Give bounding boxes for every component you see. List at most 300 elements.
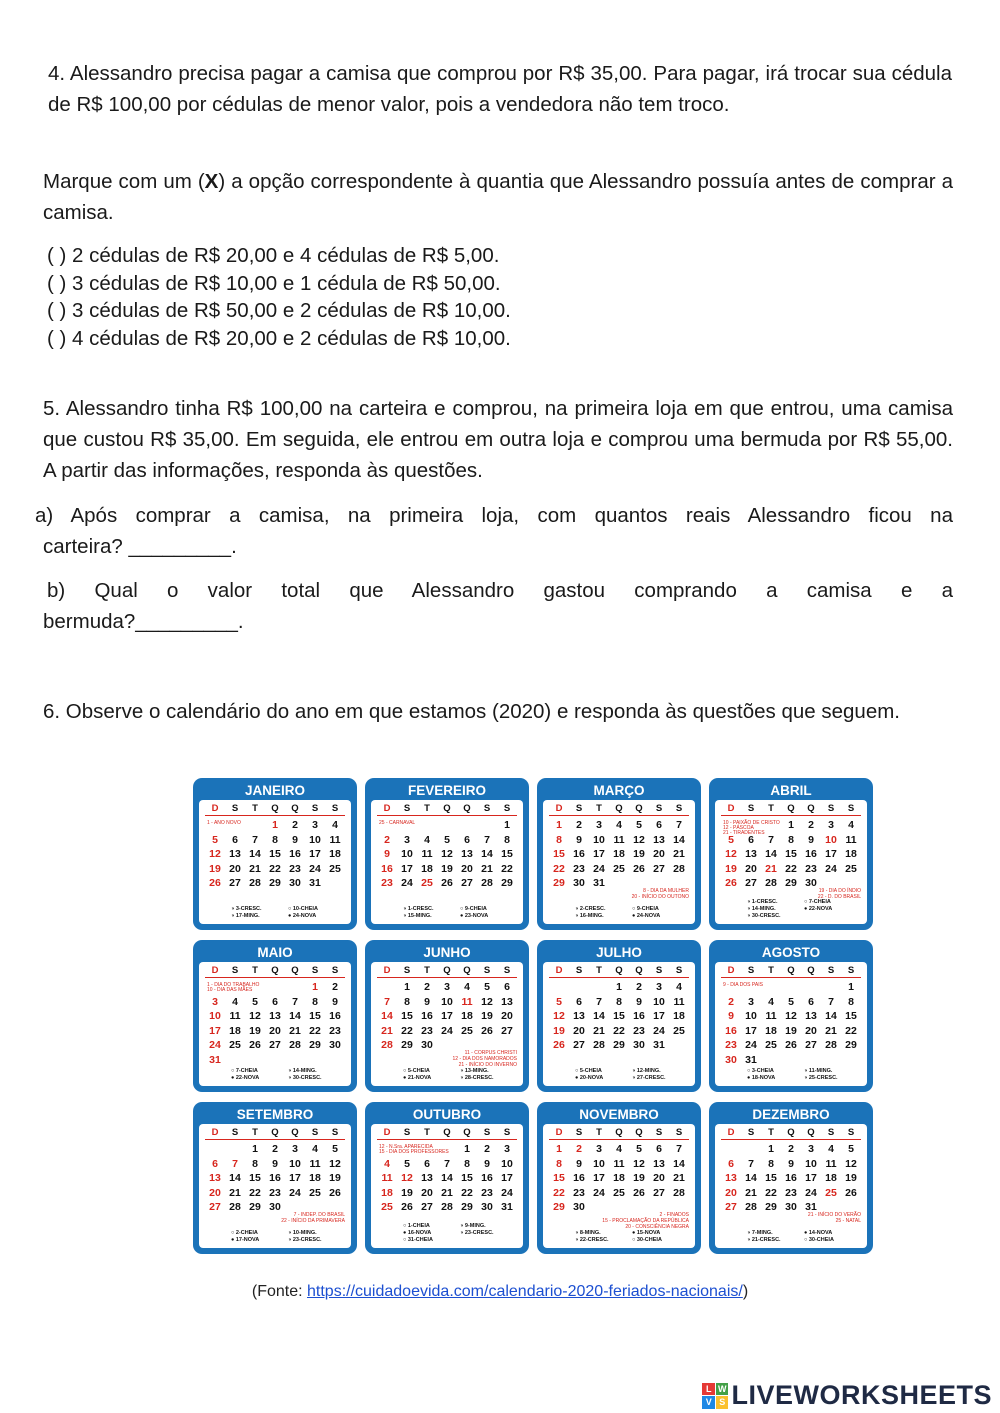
moon-phase: ◑ 28-CRESC. [460, 1075, 494, 1081]
day-cell: 25 [845, 862, 857, 875]
day-cell: 15 [309, 1010, 321, 1022]
day-cell: 13 [653, 1157, 665, 1170]
day-cell: 20 [209, 1186, 221, 1199]
weekday-label: Q [291, 803, 299, 814]
day-cell: 7 [676, 1143, 682, 1155]
moon-phase: ◑ 10-MING. [288, 1230, 317, 1236]
day-cell: 22 [309, 1024, 321, 1037]
day-cell: 10 [309, 833, 321, 846]
month-card [543, 800, 695, 924]
day-cell: 25 [673, 1024, 685, 1037]
day-cell: 29 [249, 1201, 261, 1213]
day-cell: 26 [481, 1024, 493, 1037]
day-cell: 4 [616, 819, 622, 831]
day-cell: 18 [381, 1186, 393, 1199]
day-cell: 20 [461, 862, 473, 875]
holiday-note: 12 - DIA DOS NAMORADOS [452, 1056, 517, 1062]
day-cell: 13 [805, 1010, 817, 1022]
holiday-note: 21 - INÍCIO DO VERÃO [807, 1212, 861, 1218]
day-cell: 7 [748, 1157, 754, 1170]
weekday-label: Q [807, 803, 815, 814]
day-cell: 12 [249, 1010, 261, 1022]
weekday-header [377, 803, 517, 816]
day-cell: 3 [656, 981, 662, 993]
day-cell: 6 [232, 833, 238, 846]
weekday-label: S [575, 1127, 583, 1138]
holiday-note: 21 - TIRADENTES [723, 830, 765, 836]
day-cell: 14 [673, 833, 685, 846]
day-cell: 19 [401, 1186, 413, 1199]
day-cell: 23 [269, 1186, 281, 1199]
day-cell: 11 [845, 833, 857, 846]
day-cell: 15 [401, 1010, 413, 1022]
day-cell: 18 [613, 848, 625, 860]
month-name: ABRIL [770, 783, 812, 798]
weekday-label: S [231, 1127, 239, 1138]
weekday-label: T [768, 1127, 774, 1138]
day-cell: 12 [481, 995, 493, 1008]
day-cell: 19 [209, 862, 221, 875]
day-cell: 12 [401, 1172, 413, 1184]
day-cell: 13 [229, 848, 241, 860]
day-cell: 7 [444, 1157, 450, 1170]
day-cell: 3 [312, 819, 318, 831]
day-cell: 9 [788, 1157, 794, 1170]
day-cell: 23 [573, 862, 585, 875]
moon-phases [403, 1223, 517, 1244]
day-cell: 29 [553, 1201, 565, 1213]
weekday-label: Q [787, 803, 795, 814]
weekday-label: Q [271, 965, 279, 976]
question-5b-line1: b) Qual o valor total que Alessandro gastou comprando a camisa e a [47, 579, 953, 602]
day-cell: 14 [441, 1172, 453, 1184]
day-cell: 21 [673, 848, 685, 860]
day-cell: 18 [421, 862, 433, 875]
weekday-label: Q [615, 1127, 623, 1138]
day-cell: 22 [553, 862, 565, 875]
day-cell: 24 [501, 1186, 513, 1199]
day-cell: 29 [785, 877, 797, 889]
day-cell: 14 [765, 848, 777, 860]
weekday-label: T [424, 803, 430, 814]
day-cell: 31 [745, 1053, 757, 1066]
day-cell: 4 [332, 819, 338, 831]
month-agosto [709, 940, 873, 1092]
day-cell: 6 [808, 995, 814, 1008]
month-card [371, 800, 523, 924]
day-cell: 4 [768, 995, 774, 1008]
day-cell: 31 [593, 877, 605, 889]
weekday-header [549, 965, 689, 978]
weekday-label: Q [443, 1127, 451, 1138]
moon-phases [231, 906, 345, 920]
day-cell: 24 [309, 862, 321, 875]
weekday-label: Q [271, 1127, 279, 1138]
day-cell: 2 [576, 819, 582, 831]
day-cell: 10 [593, 833, 605, 846]
weekday-label: S [311, 965, 319, 976]
weekday-header [377, 1127, 517, 1140]
day-cell: 23 [785, 1186, 797, 1199]
weekday-label: T [252, 965, 258, 976]
moon-phase: ◑ 23-CRESC. [460, 1230, 494, 1236]
day-cell: 30 [573, 877, 585, 889]
weekday-label: S [575, 965, 583, 976]
weekday-label: Q [463, 803, 471, 814]
day-cell: 5 [848, 1143, 854, 1155]
weekday-label: T [424, 1127, 430, 1138]
day-cell: 6 [656, 1143, 662, 1155]
day-cell: 6 [504, 981, 510, 993]
day-cell: 4 [616, 1143, 622, 1155]
day-cell: 9 [484, 1157, 490, 1170]
weekday-label: S [483, 1127, 491, 1138]
day-cell: 30 [481, 1201, 493, 1213]
day-cell: 22 [613, 1024, 625, 1037]
weekday-label: S [655, 803, 663, 814]
question-5-intro: 5. Alessandro tinha R$ 100,00 na carteira e comprou, na primeira loja em que entrou, uma camisa que custou R$ 35,00. Em seguida, ele entrou em outra loja e comprou uma bermuda por R$ 55,00. A partir das informações, responda às questões. [43, 397, 953, 482]
day-cell: 1 [464, 1143, 470, 1155]
weekday-label: S [747, 803, 755, 814]
day-cell: 2 [332, 981, 338, 993]
day-cell: 5 [728, 833, 734, 846]
day-cell: 26 [725, 877, 737, 889]
instruction-post: ) a opção correspondente à quantia que Alessandro possuía antes de comprar a camisa. [43, 170, 953, 224]
day-cell: 27 [653, 862, 665, 875]
moon-phase: ◑ 8-MING. [575, 1230, 601, 1236]
day-cell: 15 [249, 1172, 261, 1184]
month-name: JULHO [596, 945, 642, 960]
moon-phase: ○ 7-CHEIA [231, 1068, 258, 1074]
day-cell: 21 [441, 1186, 453, 1199]
holiday-note: 25 - NATAL [835, 1218, 861, 1224]
weekday-label: Q [787, 1127, 795, 1138]
day-cell: 19 [633, 1172, 645, 1184]
day-cell: 30 [329, 1039, 341, 1051]
day-cell: 6 [728, 1157, 734, 1170]
option-3[interactable]: ( ) 3 cédulas de R$ 50,00 e 2 cédulas de R$ 10,00. [47, 299, 511, 322]
source-citation [0, 1283, 1000, 1301]
day-cell: 11 [381, 1172, 393, 1184]
weekday-label: S [483, 803, 491, 814]
weekday-label: S [311, 803, 319, 814]
day-cell: 15 [553, 848, 565, 860]
day-cell: 29 [553, 877, 565, 889]
day-cell: 23 [329, 1024, 341, 1037]
day-cell: 7 [232, 1157, 238, 1170]
weekday-header [205, 1127, 345, 1140]
day-cell: 7 [252, 833, 258, 846]
day-cell: 14 [249, 848, 261, 860]
day-cell: 2 [272, 1143, 278, 1155]
day-cell: 9 [292, 833, 298, 846]
day-cell: 5 [444, 833, 450, 846]
day-cell: 30 [633, 1039, 645, 1051]
day-cell: 11 [673, 995, 685, 1008]
moon-phase: ◑ 2-CRESC. [575, 906, 606, 912]
day-cell: 30 [289, 877, 301, 889]
day-cell: 25 [461, 1024, 473, 1037]
day-cell: 16 [269, 1172, 281, 1184]
day-cell: 26 [633, 1186, 645, 1199]
day-cell: 14 [825, 1010, 837, 1022]
day-cell: 5 [212, 833, 218, 846]
day-cell: 3 [828, 819, 834, 831]
day-cell: 4 [384, 1157, 390, 1170]
month-card [371, 962, 523, 1086]
day-cell: 30 [785, 1201, 797, 1213]
weekday-label: S [403, 1127, 411, 1138]
moon-phase: ● 24-NOVA [288, 913, 317, 919]
day-cell: 29 [613, 1039, 625, 1051]
weekday-label: S [483, 965, 491, 976]
holiday-note: 12 - N.Sra. APARECIDA [379, 1144, 433, 1150]
day-cell: 1 [404, 981, 410, 993]
month-setembro [193, 1102, 357, 1254]
day-cell: 30 [573, 1201, 585, 1213]
day-cell: 28 [441, 1201, 453, 1213]
day-cell: 26 [553, 1039, 565, 1051]
day-cell: 20 [421, 1186, 433, 1199]
weekday-label: S [827, 1127, 835, 1138]
month-novembro [537, 1102, 701, 1254]
day-cell: 13 [573, 1010, 585, 1022]
moon-phase: ◑ 21-CRESC. [747, 1237, 781, 1243]
day-cell: 12 [633, 833, 645, 846]
weekday-label: D [211, 965, 219, 976]
question-5a-answer-line[interactable]: carteira? _________. [43, 535, 237, 558]
day-grid [205, 980, 345, 1067]
moon-phase: ◑ 14-MING. [747, 906, 776, 912]
day-cell: 3 [596, 819, 602, 831]
day-cell: 30 [805, 877, 817, 889]
day-cell: 13 [501, 995, 513, 1008]
weekday-label: Q [635, 803, 643, 814]
weekday-label: S [503, 965, 511, 976]
day-cell: 27 [725, 1201, 737, 1213]
day-cell: 4 [424, 833, 430, 846]
moon-phase: ○ 10-CHEIA [288, 906, 318, 912]
day-cell: 31 [309, 877, 321, 889]
day-cell: 11 [309, 1157, 321, 1170]
day-cell: 4 [464, 981, 470, 993]
day-cell: 10 [745, 1010, 757, 1022]
day-cell: 6 [424, 1157, 430, 1170]
day-cell: 17 [593, 1172, 605, 1184]
moon-phase: ● 20-NOVA [575, 1075, 604, 1081]
day-cell: 28 [825, 1039, 837, 1051]
day-grid [377, 818, 517, 905]
weekday-label: T [252, 803, 258, 814]
weekday-label: S [747, 1127, 755, 1138]
day-cell: 23 [725, 1039, 737, 1051]
moon-phases [747, 1068, 861, 1082]
day-cell: 17 [501, 1172, 513, 1184]
day-cell: 14 [593, 1010, 605, 1022]
moon-phase: ◑ 30-CRESC. [288, 1075, 322, 1081]
day-cell: 9 [808, 833, 814, 846]
day-cell: 24 [825, 862, 837, 875]
moon-phase: ◑ 17-MING. [231, 913, 260, 919]
day-cell: 31 [805, 1201, 817, 1213]
day-cell: 28 [593, 1039, 605, 1051]
day-cell: 12 [209, 848, 221, 860]
weekday-label: T [424, 965, 430, 976]
question-5b [43, 575, 953, 637]
moon-phase: ○ 1-CHEIA [403, 1223, 430, 1229]
day-cell: 9 [576, 1157, 582, 1170]
day-cell: 16 [329, 1010, 341, 1022]
day-cell: 31 [209, 1053, 221, 1066]
day-cell: 11 [613, 833, 625, 846]
moon-phases [747, 1230, 861, 1244]
day-cell: 8 [504, 833, 510, 846]
weekday-label: Q [615, 803, 623, 814]
day-cell: 2 [808, 819, 814, 831]
day-cell: 16 [481, 1172, 493, 1184]
day-cell: 27 [229, 877, 241, 889]
source-link[interactable]: https://cuidadoevida.com/calendario-2020-feriados-nacionais/ [307, 1283, 743, 1300]
liveworksheets-logo-icon [702, 1383, 728, 1409]
day-cell: 17 [401, 862, 413, 875]
day-cell: 21 [381, 1024, 393, 1037]
weekday-label: D [383, 803, 391, 814]
day-cell: 7 [676, 819, 682, 831]
day-cell: 5 [484, 981, 490, 993]
holiday-note: 7 - INDEP. DO BRASIL [293, 1212, 345, 1218]
day-cell: 15 [269, 848, 281, 860]
instruction-x-mark: X [204, 170, 219, 193]
day-cell: 26 [401, 1201, 413, 1213]
weekday-label: D [383, 965, 391, 976]
day-cell: 16 [805, 848, 817, 860]
day-cell: 1 [848, 981, 854, 993]
day-cell: 9 [384, 848, 390, 860]
day-cell: 6 [464, 833, 470, 846]
moon-phase: ○ 5-CHEIA [403, 1068, 430, 1074]
day-cell: 16 [785, 1172, 797, 1184]
day-cell: 12 [845, 1157, 857, 1170]
day-cell: 2 [728, 995, 734, 1008]
weekday-label: Q [443, 965, 451, 976]
day-cell: 9 [424, 995, 430, 1008]
day-cell: 15 [785, 848, 797, 860]
day-cell: 22 [765, 1186, 777, 1199]
day-cell: 11 [765, 1010, 777, 1022]
day-cell: 20 [805, 1024, 817, 1037]
day-cell: 13 [653, 833, 665, 846]
moon-phase: ● 15-NOVA [632, 1230, 661, 1236]
day-cell: 24 [593, 1186, 605, 1199]
day-cell: 28 [673, 862, 685, 875]
day-cell: 26 [441, 877, 453, 889]
holiday-note: 22 - D. DO BRASIL [817, 894, 861, 900]
day-cell: 29 [309, 1039, 321, 1051]
weekday-label: S [231, 965, 239, 976]
day-cell: 2 [484, 1143, 490, 1155]
day-cell: 24 [441, 1024, 453, 1037]
month-card [715, 800, 867, 924]
holiday-note: 9 - DIA DOS PAIS [723, 982, 763, 988]
weekday-label: D [555, 1127, 563, 1138]
weekday-label: S [331, 1127, 339, 1138]
option-1[interactable]: ( ) 2 cédulas de R$ 20,00 e 4 cédulas de R$ 5,00. [47, 244, 500, 267]
day-cell: 25 [825, 1186, 837, 1199]
day-cell: 3 [212, 995, 218, 1008]
month-card [371, 1124, 523, 1248]
day-cell: 20 [501, 1010, 513, 1022]
day-cell: 21 [289, 1024, 301, 1037]
day-cell: 18 [673, 1010, 685, 1022]
day-cell: 26 [209, 877, 221, 889]
day-cell: 23 [381, 877, 393, 889]
day-cell: 14 [481, 848, 493, 860]
day-cell: 18 [461, 1010, 473, 1022]
day-cell: 22 [553, 1186, 565, 1199]
moon-phase: ○ 9-CHEIA [460, 906, 487, 912]
day-cell: 24 [653, 1024, 665, 1037]
month-janeiro [193, 778, 357, 930]
option-2[interactable]: ( ) 3 cédulas de R$ 10,00 e 1 cédula de R$ 50,00. [47, 271, 501, 295]
day-cell: 8 [464, 1157, 470, 1170]
day-cell: 23 [481, 1186, 493, 1199]
day-cell: 12 [553, 1010, 565, 1022]
day-cell: 19 [441, 862, 453, 875]
day-cell: 22 [785, 862, 797, 875]
day-cell: 21 [765, 862, 777, 875]
day-cell: 21 [481, 862, 493, 875]
day-cell: 17 [209, 1024, 221, 1037]
day-cell: 30 [725, 1053, 737, 1066]
weekday-label: S [503, 803, 511, 814]
month-card [199, 962, 351, 1086]
brand-name: LIVEWORKSHEETS [731, 1380, 992, 1410]
day-cell: 28 [481, 877, 493, 889]
weekday-label: D [727, 803, 735, 814]
weekday-label: Q [635, 965, 643, 976]
moon-phase: ◑ 13-MING. [460, 1068, 489, 1074]
moon-phase: ○ 5-CHEIA [575, 1068, 602, 1074]
day-cell: 6 [748, 833, 754, 846]
holiday-note: 19 - DIA DO ÍNDIO [818, 888, 861, 894]
day-cell: 19 [845, 1172, 857, 1184]
weekday-label: S [503, 1127, 511, 1138]
weekday-label: D [211, 803, 219, 814]
day-cell: 3 [748, 995, 754, 1008]
day-cell: 22 [249, 1186, 261, 1199]
day-cell: 9 [332, 995, 338, 1008]
moon-phase: ◑ 1-CRESC. [403, 906, 434, 912]
day-cell: 17 [745, 1024, 757, 1037]
day-cell: 22 [461, 1186, 473, 1199]
holiday-note: 20 - CONSCIÊNCIA NEGRA [625, 1224, 689, 1230]
weekday-header [721, 803, 861, 816]
option-4[interactable]: ( ) 4 cédulas de R$ 20,00 e 2 cédulas de R$ 10,00. [47, 326, 511, 350]
day-cell: 5 [252, 995, 258, 1008]
day-cell: 11 [825, 1157, 837, 1170]
moon-phase: ● 22-NOVA [804, 906, 833, 912]
day-cell: 28 [745, 1201, 757, 1213]
moon-phase: ◑ 16-MING. [575, 913, 604, 919]
question-5b-answer-line[interactable]: bermuda?_________. [43, 610, 244, 633]
weekday-label: S [403, 803, 411, 814]
day-cell: 10 [805, 1157, 817, 1170]
day-cell: 10 [593, 1157, 605, 1170]
day-cell: 14 [745, 1172, 757, 1184]
day-cell: 16 [289, 848, 301, 860]
day-cell: 26 [329, 1186, 341, 1199]
weekday-label: S [655, 1127, 663, 1138]
